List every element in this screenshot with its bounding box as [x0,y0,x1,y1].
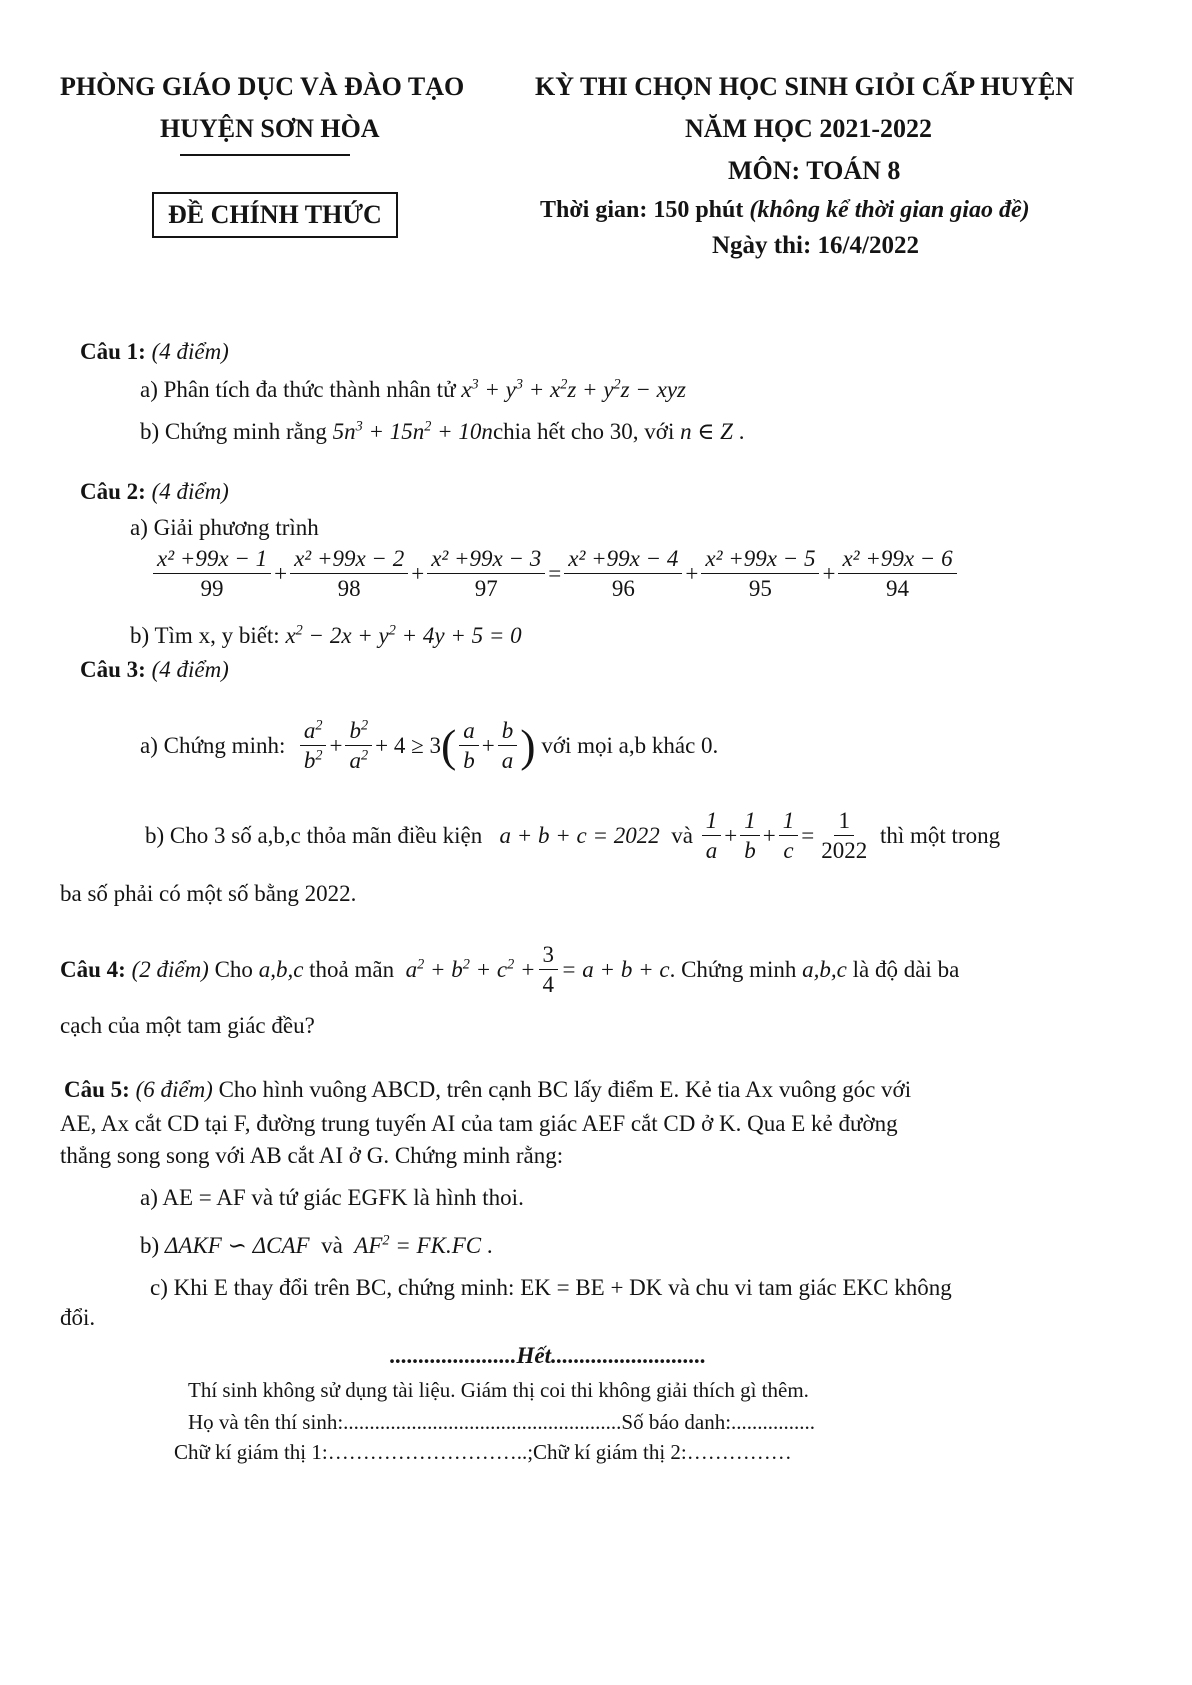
supervisor-signature-line: Chữ kí giám thị 1:………………………..;Chữ kí giám thị 2:…………… [174,1440,792,1464]
q4-line2: cạch của một tam giác đều? [60,1013,315,1038]
q1-part-a: a) Phân tích đa thức thành nhân tử $x^3 + y^3 + x^2z + y^2z$ − xyz [140,376,687,402]
q2-equation: $\frac{\text{x² +99x − 1}}{99}$ + $\frac{\text{x² +99x − 2}}{98}$ + $\frac{\text{x² +99x − 3}}{97}$ = $\frac{\text{x² +99x − 4}}{96}$ + $\frac{\text{x² +99x − 5}}{95}$ + $\frac{\text{x² +99x − 6}}{94}$ [150,546,960,602]
q3-heading: Câu 3: (4 điểm) [80,657,229,682]
subject: MÔN: TOÁN 8 [728,156,901,185]
header-divider [180,154,350,156]
end-marker: ......................Hết........................... [390,1343,707,1368]
q4-text: Câu 4: (2 điểm) Cho a,b,c thoả mãn $a^2 + b^2 + c^2$ + $\frac{3}{4}$ = a + b + c . Chứng minh a,b,c là độ dài ba [60,942,960,998]
exam-date: Ngày thi: 16/4/2022 [712,232,919,259]
q1-heading: Câu 1: (4 điểm) [80,339,229,364]
q1-part-b: b) Chứng minh rằng $5n^3 + 15n^2$ + 10nchia hết cho 30, với n ∈ Z . [140,418,745,444]
q5-part-b: b) ΔAKF ∽ ΔCAF và $AF^2 = FK.FC$ . [140,1232,493,1258]
q3-part-a: a) Chứng minh: $\frac{a^2}{b^2}$ + $\frac{b^2}{a^2}$ + 4 ≥ 3 ( $\frac{a}{b}$ + $\frac{b}{a}$ ) với mọi a,b khác 0. [140,717,719,774]
q2-heading: Câu 2: (4 điểm) [80,479,229,504]
official-stamp: ĐỀ CHÍNH THỨC [152,192,398,238]
exam-title: KỲ THI CHỌN HỌC SINH GIỎI CẤP HUYỆN [535,72,1075,101]
district-name: HUYỆN SƠN HÒA [160,114,380,143]
exam-time: Thời gian: 150 phút (không kể thời gian giao đề) [540,197,1030,223]
q3-part-b: b) Cho 3 số a,b,c thỏa mãn điều kiện a + b + c = 2022 và $\frac{1}{a}$ + $\frac{1}{b}$ + $\frac{1}{c}$ = $\frac{1}{2022}$ thì một trong [145,808,1001,864]
q5-part-a: a) AE = AF và tứ giác EGFK là hình thoi. [140,1185,524,1210]
q2-part-a: a) Giải phương trình [130,515,319,540]
department-name: PHÒNG GIÁO DỤC VÀ ĐÀO TẠO [60,72,465,101]
q2-part-b: b) Tìm x, y biết: $x^2 - 2x + y^2 + 4y + 5 = 0$ [130,622,522,648]
candidate-info-line: Họ và tên thí sinh:.....................................................Số báo danh:................ [188,1410,816,1434]
q5-line3: thẳng song song với AB cắt AI ở G. Chứng minh rằng: [60,1143,564,1168]
q5-part-c: c) Khi E thay đổi trên BC, chứng minh: EK = BE + DK và chu vi tam giác EKC không [150,1275,952,1300]
q5-part-c-line2: đổi. [60,1305,96,1330]
q3-part-b-line2: ba số phải có một số bằng 2022. [60,881,357,906]
q5-line1: Câu 5: (6 điểm) Cho hình vuông ABCD, trên cạnh BC lấy điểm E. Kẻ tia Ax vuông góc với [64,1077,912,1102]
exam-note: Thí sinh không sử dụng tài liệu. Giám thị coi thi không giải thích gì thêm. [188,1378,809,1402]
school-year: NĂM HỌC 2021-2022 [685,114,932,143]
q5-line2: AE, Ax cắt CD tại F, đường trung tuyến AI của tam giác AEF cắt CD ở K. Qua E kẻ đường [60,1111,898,1136]
